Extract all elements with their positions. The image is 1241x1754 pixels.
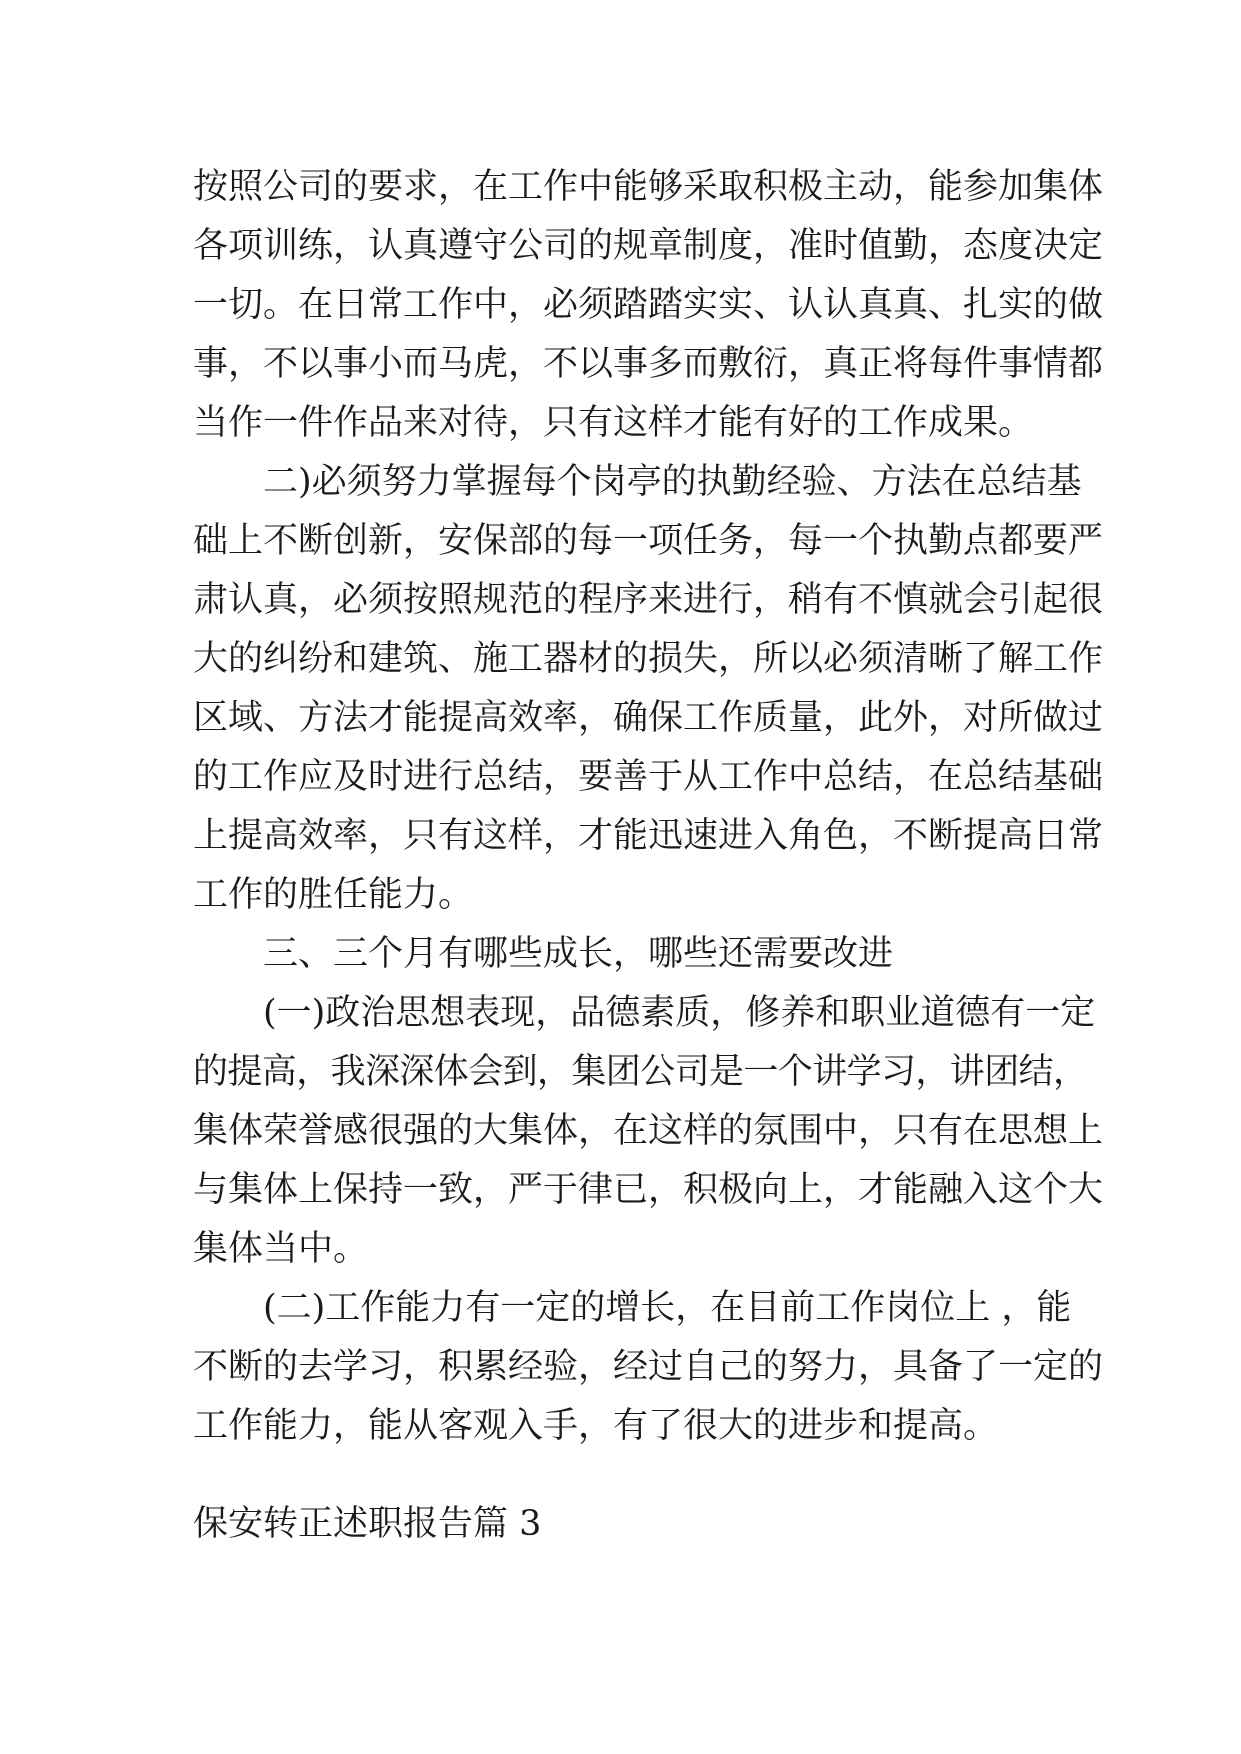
section-heading: 保安转正述职报告篇 3 <box>193 1504 542 1544</box>
text-line: 按照公司的要求，在工作中能够采取积极主动，能参加集体 <box>193 167 1104 207</box>
text-line: 集体当中。 <box>193 1229 369 1269</box>
text-line: 一切。在日常工作中，必须踏踏实实、认认真真、扎实的做 <box>193 285 1104 325</box>
text-line: (二)工作能力有一定的增长，在目前工作岗位上 ，能 <box>263 1288 1072 1328</box>
text-line: 的工作应及时进行总结，要善于从工作中总结，在总结基础 <box>193 757 1104 797</box>
text-line: 础上不断创新，安保部的每一项任务，每一个执勤点都要严 <box>193 521 1104 561</box>
subheading: 三、三个月有哪些成长，哪些还需要改进 <box>263 934 894 974</box>
paragraph-2 <box>193 453 1104 925</box>
text-line: 各项训练，认真遵守公司的规章制度，准时值勤，态度决定 <box>193 226 1104 266</box>
text-line: 与集体上保持一致，严于律已，积极向上，才能融入这个大 <box>193 1170 1104 1210</box>
text-line: 大的纠纷和建筑、施工器材的损失，所以必须清晰了解工作 <box>193 639 1104 679</box>
paragraph-1 <box>193 158 1104 453</box>
text-line: 肃认真，必须按照规范的程序来进行，稍有不慎就会引起很 <box>193 580 1104 620</box>
text-line: 工作的胜任能力。 <box>193 875 474 915</box>
text-line: (一)政治思想表现，品德素质，修养和职业道德有一定 <box>263 993 1096 1033</box>
text-line: 事，不以事小而马虎，不以事多而敷衍，真正将每件事情都 <box>193 344 1104 384</box>
paragraph-5 <box>193 1279 1104 1456</box>
paragraph-3-heading <box>193 925 1063 984</box>
text-line: 的提高，我深深体会到，集团公司是一个讲学习，讲团结， <box>193 1052 1088 1092</box>
text-line: 二)必须努力掌握每个岗亭的执勤经验、方法在总结基 <box>263 462 1082 502</box>
text-line: 不断的去学习，积累经验，经过自己的努力，具备了一定的 <box>193 1347 1104 1387</box>
text-line: 当作一件作品来对待，只有这样才能有好的工作成果。 <box>193 403 1034 443</box>
text-line: 上提高效率，只有这样，才能迅速进入角色，不断提高日常 <box>193 816 1104 856</box>
text-line: 区域、方法才能提高效率，确保工作质量，此外，对所做过 <box>193 698 1104 738</box>
paragraph-4 <box>193 984 1104 1279</box>
text-line: 工作能力，能从客观入手，有了很大的进步和提高。 <box>193 1406 999 1446</box>
document-body <box>193 158 1104 1456</box>
text-line: 集体荣誉感很强的大集体，在这样的氛围中，只有在思想上 <box>193 1111 1104 1151</box>
